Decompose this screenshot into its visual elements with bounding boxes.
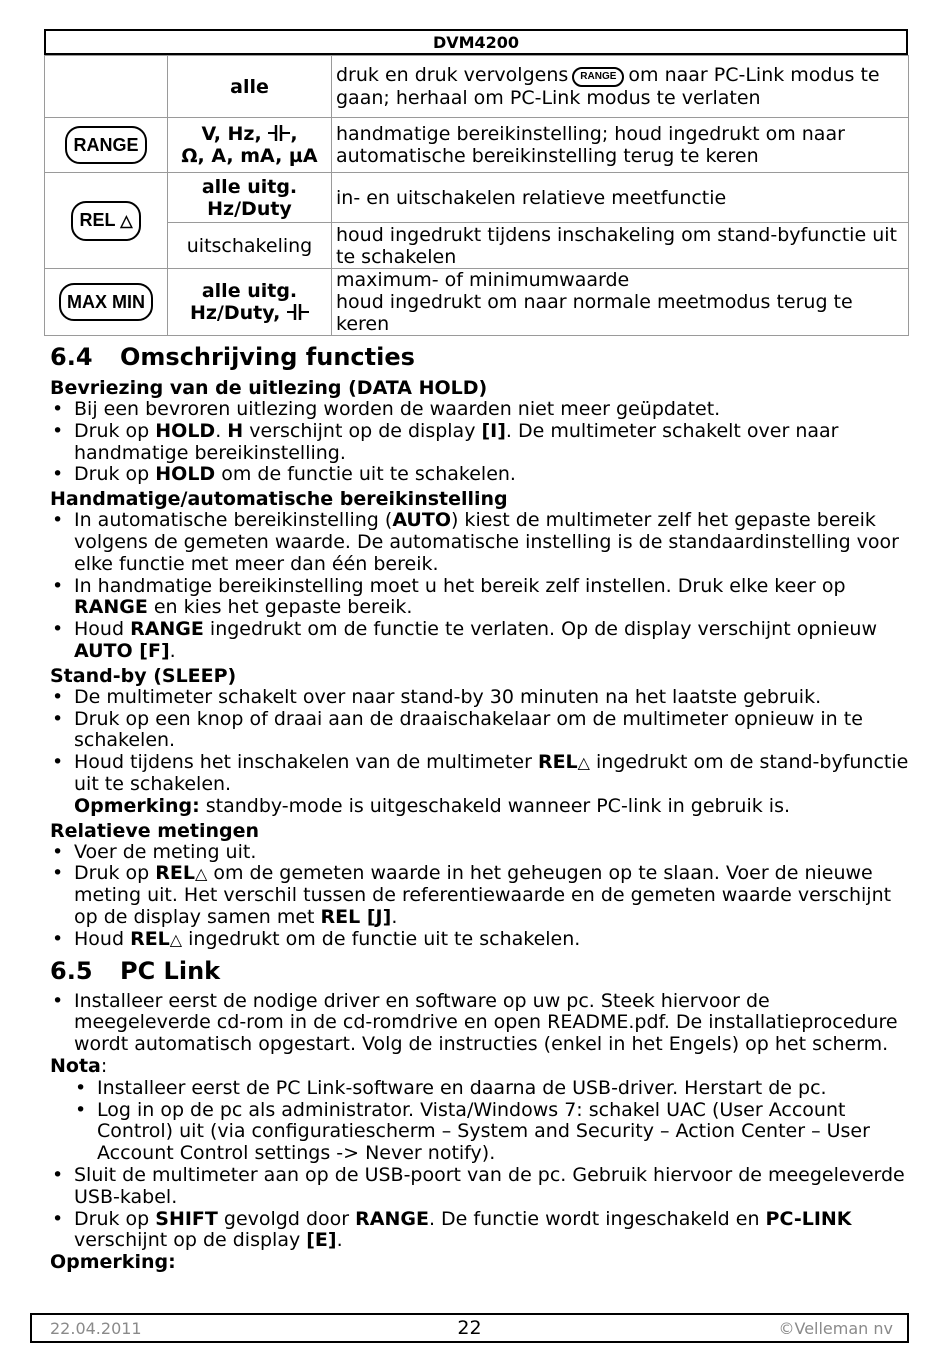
list-item: • Houd RANGE ingedrukt om de functie te verlaten. Op de display verschijnt opnieuw AUTO [F]. [50,619,910,663]
maxmin-key-icon: MAX MIN [59,283,153,321]
list-item: • Sluit de multimeter aan op de USB-poort van de pc. Gebruik hiervoor de meegeleverde USB-kabel. [50,1165,910,1209]
sub-bullet-list [73,1078,910,1165]
list-item: • Voer de meting uit. [50,842,910,864]
list-item: • Log in op de pc als administrator. Vista/Windows 7: schakel UAC (User Account Control) uit (via configuratiescherm – System and Security – Action Center – User Account Control settings -> Never notify). [73,1100,910,1165]
range-key-icon: RANGE [65,126,146,164]
key-function-table [44,55,909,336]
list-item: • Installeer eerst de nodige driver en software op uw pc. Steek hiervoor de meegeleverde cd-rom in de cd-romdrive en open README.pdf. De installatieprocedure wordt automatisch opgestart. Volg de instructies (enkel in het Engels) op het scherm. [50,991,910,1056]
list-item: • Houd REL△ ingedrukt om de functie uit te schakelen. [50,929,910,951]
bullet-list [50,1165,910,1252]
table-row [45,269,909,336]
delta-triangle-icon: △ [120,212,133,230]
list-item: • De multimeter schakelt over naar stand-by 30 minuten na het laatste gebruik. [50,687,910,709]
icon-cell-empty [45,56,168,118]
mode-cell: alle uitg. Hz/Duty [168,173,332,223]
list-item: • In automatische bereikinstelling (AUTO) kiest de multimeter zelf het gepaste bereik volgens de gemeten waarde. De automatische instelling is de standaardinstelling voor elke functie met meer dan één bereik. [50,510,910,575]
range-key-icon-cell [45,118,168,173]
section-heading-6-5: 6.5 PC Link [50,956,221,985]
rel-key-icon: REL △ [71,201,140,241]
page-footer [30,1313,909,1343]
maxmin-key-icon-cell [45,269,168,336]
list-item: • Druk op SHIFT gevolgd door RANGE. De functie wordt ingeschakeld en PC-LINK verschijnt op de display [E]. [50,1209,910,1253]
main-content [50,339,910,1274]
table-row [45,223,909,269]
bullet-list [50,842,910,951]
list-item: • Bij een bevroren uitlezing worden de waarden niet meer geüpdatet. [50,399,910,421]
bullet-list [50,399,910,486]
list-item: • Installeer eerst de PC Link-software en daarna de USB-driver. Herstart de pc. [73,1078,910,1100]
subheading-range: Handmatige/automatische bereikinstelling [50,488,508,511]
capacitance-icon [287,302,309,322]
list-item: • In handmatige bereikinstelling moet u het bereik zelf instellen. Druk elke keer op RANGE en kies het gepaste bereik. [50,576,910,620]
footer-date: 22.04.2011 [50,1319,142,1338]
section-heading-6-4: 6.4 Omschrijving functies [50,343,415,371]
mode-cell: uitschakeling [168,223,332,269]
document-model-title: DVM4200 [432,33,520,52]
mode-cell: V, Hz, , Ω, A, mA, µA [168,118,332,173]
document-header [44,29,908,55]
list-item: • Druk op REL△ om de gemeten waarde in het geheugen op te slaan. Voer de nieuwe meting uit. Het verschil tussen de referentiewaarde en de gemeten waarde verschijnt op de display samen met REL [J]. [50,863,910,928]
description-cell: houd ingedrukt tijdens inschakeling om stand-byfunctie uit te schakelen [332,223,909,269]
subheading-relative: Relatieve metingen [50,819,260,842]
page-number: 22 [457,1317,482,1339]
delta-triangle-icon: △ [194,864,208,884]
opmerking-label: Opmerking: [50,1251,176,1274]
rel-key-icon-cell [45,173,168,269]
list-item: • Druk op HOLD om de functie uit te schakelen. [50,464,910,486]
capacitance-icon [268,123,290,143]
bullet-list [50,510,910,663]
description-cell: in- en uitschakelen relatieve meetfunctie [332,173,909,223]
description-cell: handmatige bereikinstelling; houd ingedrukt om naar automatische bereikinstelling terug te keren [332,118,909,173]
list-item: • Houd tijdens het inschakelen van de multimeter REL△ ingedrukt om de stand-byfunctie uit te schakelen. Opmerking: standby-mode is uitgeschakeld wanneer PC-link in gebruik is. [50,752,910,817]
delta-triangle-icon: △ [169,929,183,949]
nota-label: Nota: [50,1054,108,1077]
list-item: • Druk op een knop of draai aan de draaischakelaar om de multimeter opnieuw in te schakelen. [50,709,910,753]
description-cell: maximum- of minimumwaarde houd ingedrukt om naar normale meetmodus terug te keren [332,269,909,336]
description-cell: druk en druk vervolgens RANGE om naar PC-Link modus te gaan; herhaal om PC-Link modus te verlaten [332,56,909,118]
bullet-list [50,991,910,1056]
mode-cell: alle [168,56,332,118]
mode-cell: alle uitg. Hz/Duty, [168,269,332,336]
table-row [45,118,909,173]
footer-copyright: ©Velleman nv [778,1319,893,1338]
table-row [45,173,909,223]
subheading-data-hold: Bevriezing van de uitlezing (DATA HOLD) [50,377,488,399]
list-item: • Druk op HOLD. H verschijnt op de display [I]. De multimeter schakelt over naar handmatige bereikinstelling. [50,421,910,465]
delta-triangle-icon: △ [577,753,590,773]
range-key-small-icon: RANGE [572,67,624,87]
bullet-list [50,687,910,818]
table-row [45,56,909,118]
subheading-standby: Stand-by (SLEEP) [50,664,237,687]
